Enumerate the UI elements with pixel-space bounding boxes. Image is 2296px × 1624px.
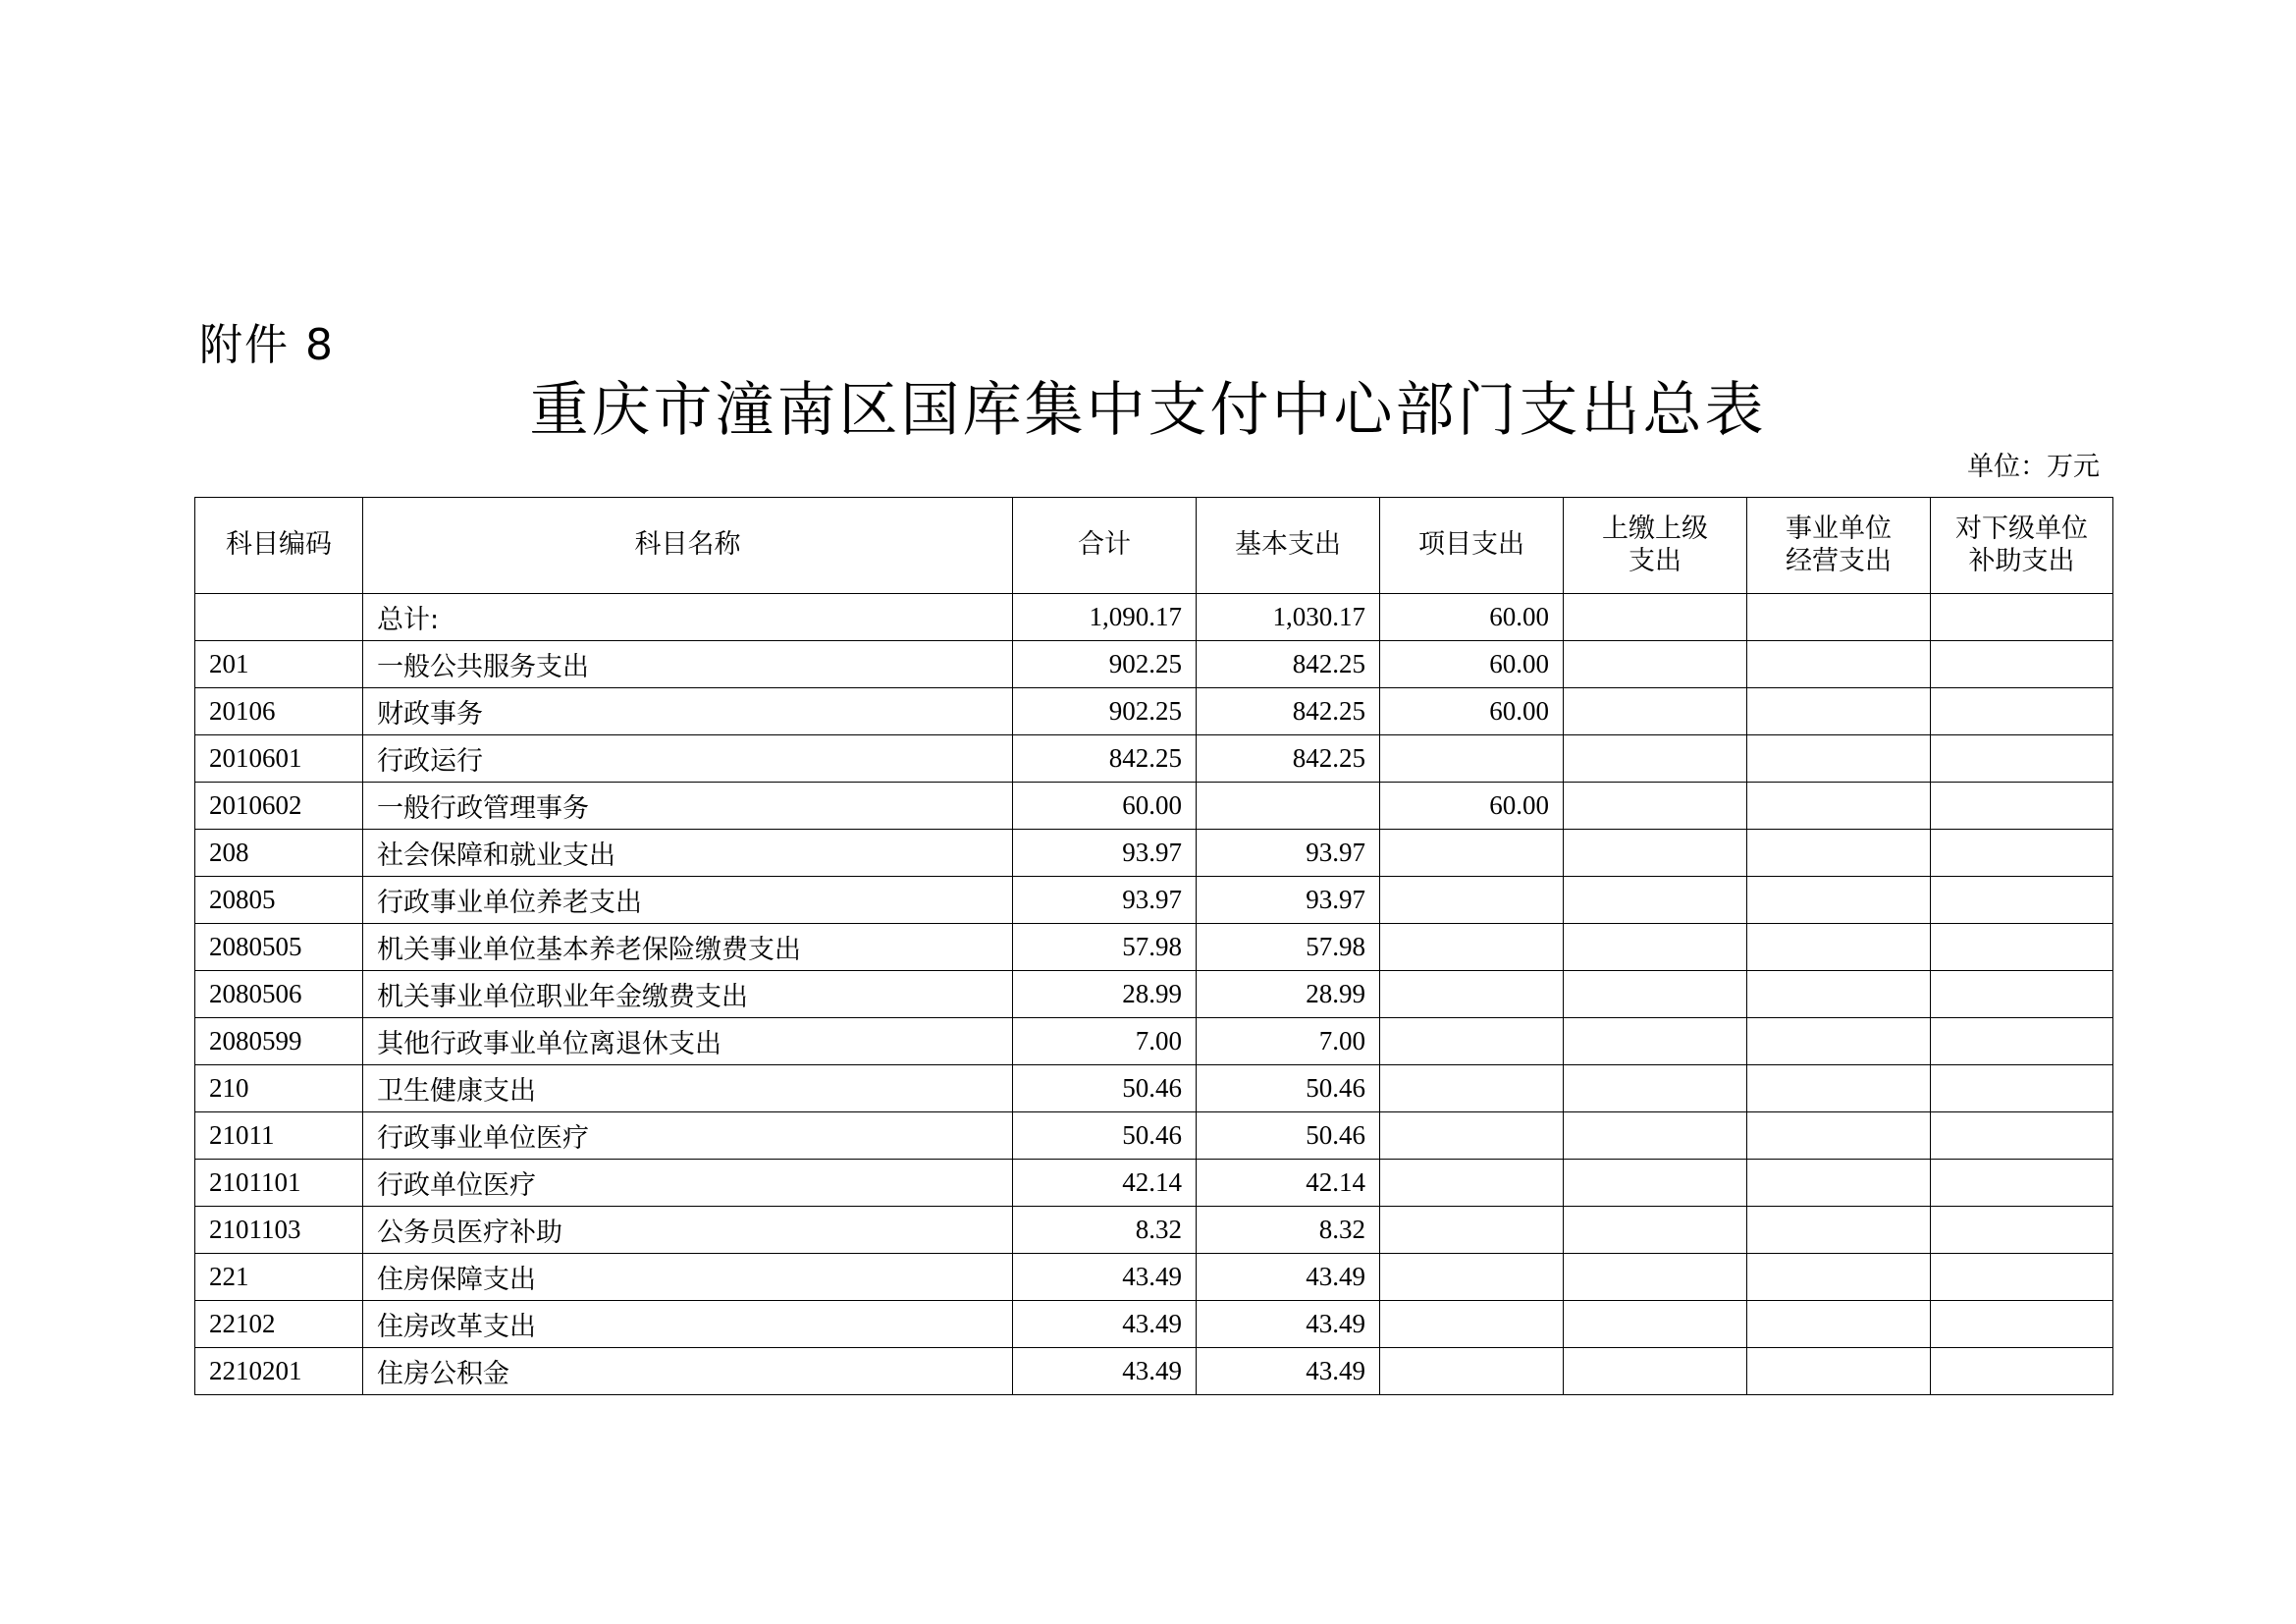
- cell-total: 60.00: [1013, 783, 1197, 830]
- cell-remit-superior: [1564, 1065, 1747, 1112]
- table-body: [195, 594, 2113, 1395]
- cell-subsidy-subordinate: [1931, 1254, 2113, 1301]
- cell-remit-superior: [1564, 1254, 1747, 1301]
- cell-code: 21011: [195, 1112, 363, 1160]
- cell-name: 社会保障和就业支出: [363, 830, 1013, 877]
- cell-subsidy-subordinate: [1931, 1160, 2113, 1207]
- cell-name: 住房保障支出: [363, 1254, 1013, 1301]
- cell-remit-superior: [1564, 1018, 1747, 1065]
- cell-business-operation: [1747, 1160, 1931, 1207]
- cell-business-operation: [1747, 1018, 1931, 1065]
- cell-remit-superior: [1564, 971, 1747, 1018]
- cell-basic: 42.14: [1197, 1160, 1380, 1207]
- cell-name: 一般行政管理事务: [363, 783, 1013, 830]
- cell-code: 221: [195, 1254, 363, 1301]
- cell-business-operation: [1747, 971, 1931, 1018]
- cell-project: [1380, 877, 1564, 924]
- column-header-basic: 基本支出: [1197, 498, 1380, 594]
- table-row: [195, 688, 2113, 735]
- cell-business-operation: [1747, 688, 1931, 735]
- cell-basic: 57.98: [1197, 924, 1380, 971]
- cell-total: 43.49: [1013, 1301, 1197, 1348]
- cell-name: 公务员医疗补助: [363, 1207, 1013, 1254]
- cell-code: 2101103: [195, 1207, 363, 1254]
- cell-business-operation: [1747, 830, 1931, 877]
- cell-project: [1380, 830, 1564, 877]
- cell-remit-superior: [1564, 1301, 1747, 1348]
- cell-remit-superior: [1564, 594, 1747, 641]
- cell-project: [1380, 735, 1564, 783]
- cell-code: 2101101: [195, 1160, 363, 1207]
- cell-subsidy-subordinate: [1931, 971, 2113, 1018]
- cell-subsidy-subordinate: [1931, 877, 2113, 924]
- cell-name: 住房改革支出: [363, 1301, 1013, 1348]
- cell-name: 机关事业单位职业年金缴费支出: [363, 971, 1013, 1018]
- cell-subsidy-subordinate: [1931, 1065, 2113, 1112]
- cell-total: 8.32: [1013, 1207, 1197, 1254]
- cell-project: [1380, 1112, 1564, 1160]
- cell-subsidy-subordinate: [1931, 735, 2113, 783]
- table-header-row: [195, 498, 2113, 594]
- table-row: [195, 641, 2113, 688]
- cell-project: 60.00: [1380, 641, 1564, 688]
- cell-code: 2210201: [195, 1348, 363, 1395]
- cell-project: [1380, 971, 1564, 1018]
- cell-subsidy-subordinate: [1931, 641, 2113, 688]
- cell-project: [1380, 924, 1564, 971]
- cell-name: 行政运行: [363, 735, 1013, 783]
- cell-code: 208: [195, 830, 363, 877]
- cell-business-operation: [1747, 1254, 1931, 1301]
- cell-subsidy-subordinate: [1931, 783, 2113, 830]
- cell-total: 7.00: [1013, 1018, 1197, 1065]
- cell-code: [195, 594, 363, 641]
- cell-total: 902.25: [1013, 688, 1197, 735]
- page-title: 重庆市潼南区国库集中支付中心部门支出总表: [529, 376, 1767, 445]
- cell-subsidy-subordinate: [1931, 830, 2113, 877]
- cell-remit-superior: [1564, 924, 1747, 971]
- cell-code: 2080505: [195, 924, 363, 971]
- cell-basic: 8.32: [1197, 1207, 1380, 1254]
- cell-project: [1380, 1065, 1564, 1112]
- cell-code: 2010602: [195, 783, 363, 830]
- cell-project: [1380, 1160, 1564, 1207]
- cell-project: 60.00: [1380, 594, 1564, 641]
- cell-remit-superior: [1564, 735, 1747, 783]
- cell-project: [1380, 1348, 1564, 1395]
- cell-subsidy-subordinate: [1931, 1112, 2113, 1160]
- cell-code: 2080599: [195, 1018, 363, 1065]
- cell-total: 902.25: [1013, 641, 1197, 688]
- cell-business-operation: [1747, 1348, 1931, 1395]
- cell-business-operation: [1747, 924, 1931, 971]
- cell-business-operation: [1747, 1301, 1931, 1348]
- cell-basic: 7.00: [1197, 1018, 1380, 1065]
- cell-business-operation: [1747, 783, 1931, 830]
- cell-total: 93.97: [1013, 877, 1197, 924]
- cell-remit-superior: [1564, 1112, 1747, 1160]
- cell-basic: 43.49: [1197, 1348, 1380, 1395]
- column-header-business-operation: 事业单位 经营支出: [1747, 498, 1931, 594]
- cell-code: 20106: [195, 688, 363, 735]
- table-row: [195, 1018, 2113, 1065]
- cell-name: 总计:: [363, 594, 1013, 641]
- cell-basic: 43.49: [1197, 1301, 1380, 1348]
- table-row: [195, 1065, 2113, 1112]
- cell-basic: 93.97: [1197, 830, 1380, 877]
- cell-remit-superior: [1564, 877, 1747, 924]
- cell-project: 60.00: [1380, 783, 1564, 830]
- column-header-name: 科目名称: [363, 498, 1013, 594]
- cell-basic: 50.46: [1197, 1112, 1380, 1160]
- table-row: [195, 1254, 2113, 1301]
- cell-total: 93.97: [1013, 830, 1197, 877]
- cell-code: 2080506: [195, 971, 363, 1018]
- cell-remit-superior: [1564, 1207, 1747, 1254]
- attachment-label: 附件 8: [199, 320, 335, 370]
- table-row: [195, 1112, 2113, 1160]
- cell-total: 50.46: [1013, 1065, 1197, 1112]
- cell-subsidy-subordinate: [1931, 924, 2113, 971]
- cell-name: 行政事业单位养老支出: [363, 877, 1013, 924]
- cell-business-operation: [1747, 1112, 1931, 1160]
- table-row: [195, 830, 2113, 877]
- cell-subsidy-subordinate: [1931, 594, 2113, 641]
- cell-business-operation: [1747, 735, 1931, 783]
- table-row: [195, 735, 2113, 783]
- cell-total: 50.46: [1013, 1112, 1197, 1160]
- table-row: [195, 594, 2113, 641]
- table-row: [195, 971, 2113, 1018]
- cell-basic: 842.25: [1197, 688, 1380, 735]
- cell-remit-superior: [1564, 688, 1747, 735]
- cell-subsidy-subordinate: [1931, 688, 2113, 735]
- column-header-subsidy-subordinate: 对下级单位 补助支出: [1931, 498, 2113, 594]
- table-row: [195, 924, 2113, 971]
- cell-subsidy-subordinate: [1931, 1207, 2113, 1254]
- cell-code: 201: [195, 641, 363, 688]
- cell-total: 842.25: [1013, 735, 1197, 783]
- cell-total: 1,090.17: [1013, 594, 1197, 641]
- cell-name: 机关事业单位基本养老保险缴费支出: [363, 924, 1013, 971]
- cell-name: 行政单位医疗: [363, 1160, 1013, 1207]
- column-header-code: 科目编码: [195, 498, 363, 594]
- cell-project: 60.00: [1380, 688, 1564, 735]
- cell-code: 2010601: [195, 735, 363, 783]
- cell-project: [1380, 1254, 1564, 1301]
- cell-name: 住房公积金: [363, 1348, 1013, 1395]
- table-row: [195, 1348, 2113, 1395]
- table-row: [195, 1207, 2113, 1254]
- cell-remit-superior: [1564, 783, 1747, 830]
- cell-total: 43.49: [1013, 1254, 1197, 1301]
- cell-business-operation: [1747, 594, 1931, 641]
- cell-subsidy-subordinate: [1931, 1348, 2113, 1395]
- cell-basic: [1197, 783, 1380, 830]
- cell-basic: 93.97: [1197, 877, 1380, 924]
- table-row: [195, 1301, 2113, 1348]
- cell-code: 22102: [195, 1301, 363, 1348]
- unit-label: 单位：万元: [1967, 452, 2100, 482]
- cell-project: [1380, 1018, 1564, 1065]
- cell-name: 其他行政事业单位离退休支出: [363, 1018, 1013, 1065]
- cell-remit-superior: [1564, 830, 1747, 877]
- cell-basic: 842.25: [1197, 735, 1380, 783]
- column-header-project: 项目支出: [1380, 498, 1564, 594]
- column-header-total: 合计: [1013, 498, 1197, 594]
- cell-remit-superior: [1564, 641, 1747, 688]
- cell-code: 210: [195, 1065, 363, 1112]
- column-header-remit-superior: 上缴上级 支出: [1564, 498, 1747, 594]
- cell-basic: 50.46: [1197, 1065, 1380, 1112]
- cell-subsidy-subordinate: [1931, 1301, 2113, 1348]
- cell-name: 行政事业单位医疗: [363, 1112, 1013, 1160]
- cell-basic: 28.99: [1197, 971, 1380, 1018]
- cell-total: 57.98: [1013, 924, 1197, 971]
- expenditure-table: [194, 497, 2113, 1395]
- cell-total: 28.99: [1013, 971, 1197, 1018]
- cell-basic: 842.25: [1197, 641, 1380, 688]
- cell-project: [1380, 1301, 1564, 1348]
- cell-basic: 1,030.17: [1197, 594, 1380, 641]
- cell-total: 42.14: [1013, 1160, 1197, 1207]
- cell-code: 20805: [195, 877, 363, 924]
- cell-business-operation: [1747, 1065, 1931, 1112]
- cell-name: 财政事务: [363, 688, 1013, 735]
- cell-project: [1380, 1207, 1564, 1254]
- cell-business-operation: [1747, 641, 1931, 688]
- cell-business-operation: [1747, 1207, 1931, 1254]
- cell-remit-superior: [1564, 1160, 1747, 1207]
- cell-total: 43.49: [1013, 1348, 1197, 1395]
- cell-name: 一般公共服务支出: [363, 641, 1013, 688]
- table-row: [195, 1160, 2113, 1207]
- table-row: [195, 783, 2113, 830]
- cell-remit-superior: [1564, 1348, 1747, 1395]
- cell-business-operation: [1747, 877, 1931, 924]
- cell-subsidy-subordinate: [1931, 1018, 2113, 1065]
- table-row: [195, 877, 2113, 924]
- cell-name: 卫生健康支出: [363, 1065, 1013, 1112]
- cell-basic: 43.49: [1197, 1254, 1380, 1301]
